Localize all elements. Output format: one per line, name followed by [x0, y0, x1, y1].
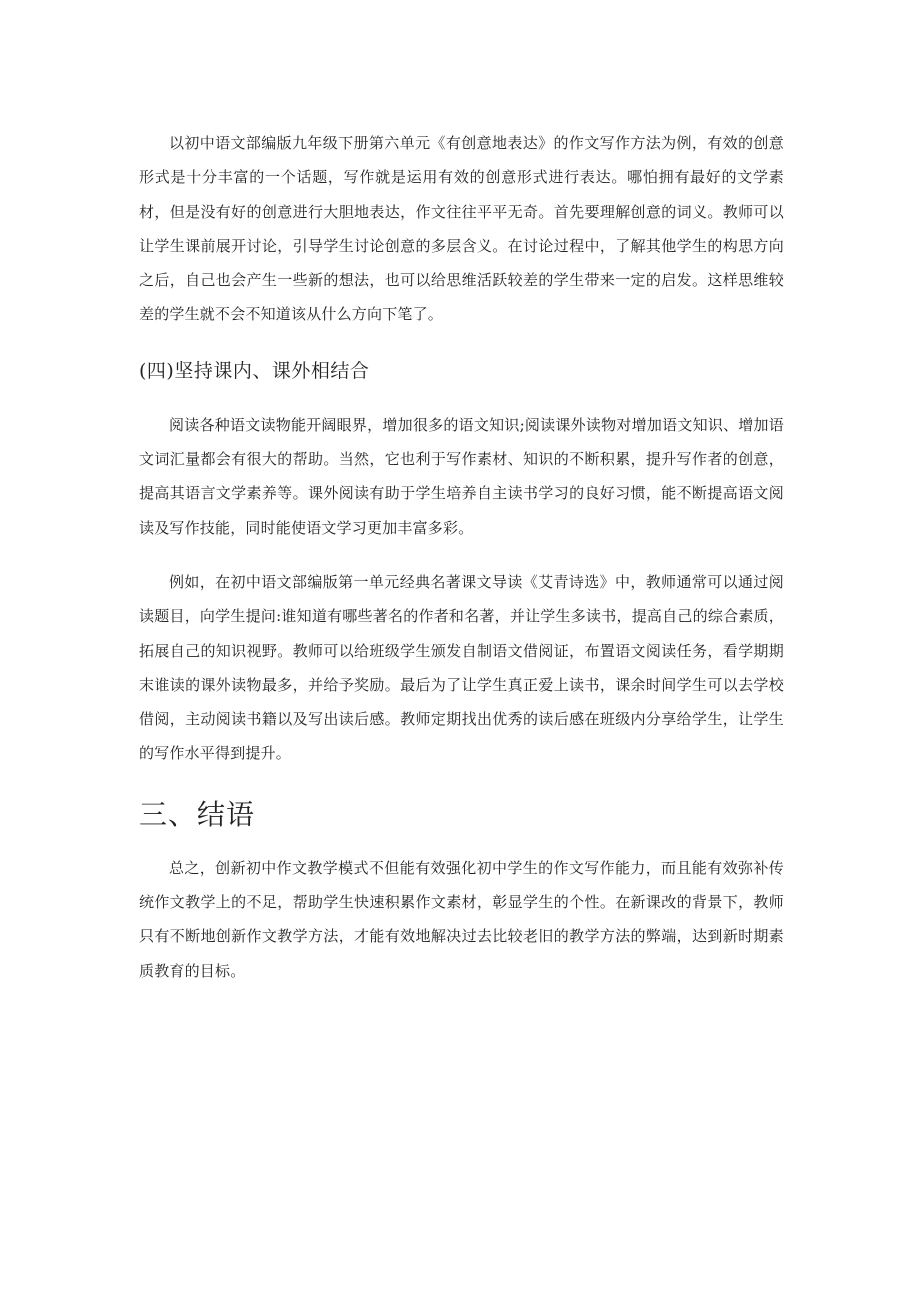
- conclusion-paragraph: 总之，创新初中作文教学模式不但能有效强化初中学生的作文写作能力，而且能有效弥补传统作文教学上的不足，帮助学生快速积累作文素材，彰显学生的个性。在新课改的背景下，教师只有不断地创新作文教学方法，才能有效地解决过去比较老旧的教学方法的弊端，达到新时期素质教育的目标。: [139, 858, 784, 980]
- section4-paragraph-1: 阅读各种语文读物能开阔眼界，增加很多的语文知识;阅读课外读物对增加语文知识、增加语文词汇量都会有很大的帮助。当然，它也利于写作素材、知识的不断积累，提升写作者的创意，提高其语言文学素养等。课外阅读有助于学生培养自主读书学习的良好习惯，能不断提高语文阅读及写作技能，同时能使语文学习更加丰富多彩。: [139, 415, 784, 537]
- document-body: [139, 126, 784, 988]
- intro-paragraph: 以初中语文部编版九年级下册第六单元《有创意地表达》的作文写作方法为例，有效的创意形式是十分丰富的一个话题，写作就是运用有效的创意形式进行表达。哪怕拥有最好的文学素材，但是没有好的创意进行大胆地表达，作文往往平平无奇。首先要理解创意的词义。教师可以让学生课前展开讨论，引导学生讨论创意的多层含义。在讨论过程中，了解其他学生的构思方向之后，自己也会产生一些新的想法，也可以给思维活跃较差的学生带来一定的启发。这样思维较差的学生就不会不知道该从什么方向下笔了。: [139, 134, 784, 324]
- conclusion-heading: 三、结语: [139, 797, 256, 831]
- section4-paragraph-2: 例如，在初中语文部编版第一单元经典名著课文导读《艾青诗选》中，教师通常可以通过阅读题目，向学生提问:谁知道有哪些著名的作者和名著，并让学生多读书，提高自己的综合素质，拓展自己的知识视野。教师可以给班级学生颁发自制语文借阅证，布置语文阅读任务，看学期期末谁读的课外读物最多，并给予奖励。最后为了让学生真正爱上读书，课余时间学生可以去学校借阅，主动阅读书籍以及写出读后感。教师定期找出优秀的读后感在班级内分享给学生，让学生的写作水平得到提升。: [139, 572, 784, 763]
- section-heading-4: (四)坚持课内、课外相结合: [139, 359, 370, 382]
